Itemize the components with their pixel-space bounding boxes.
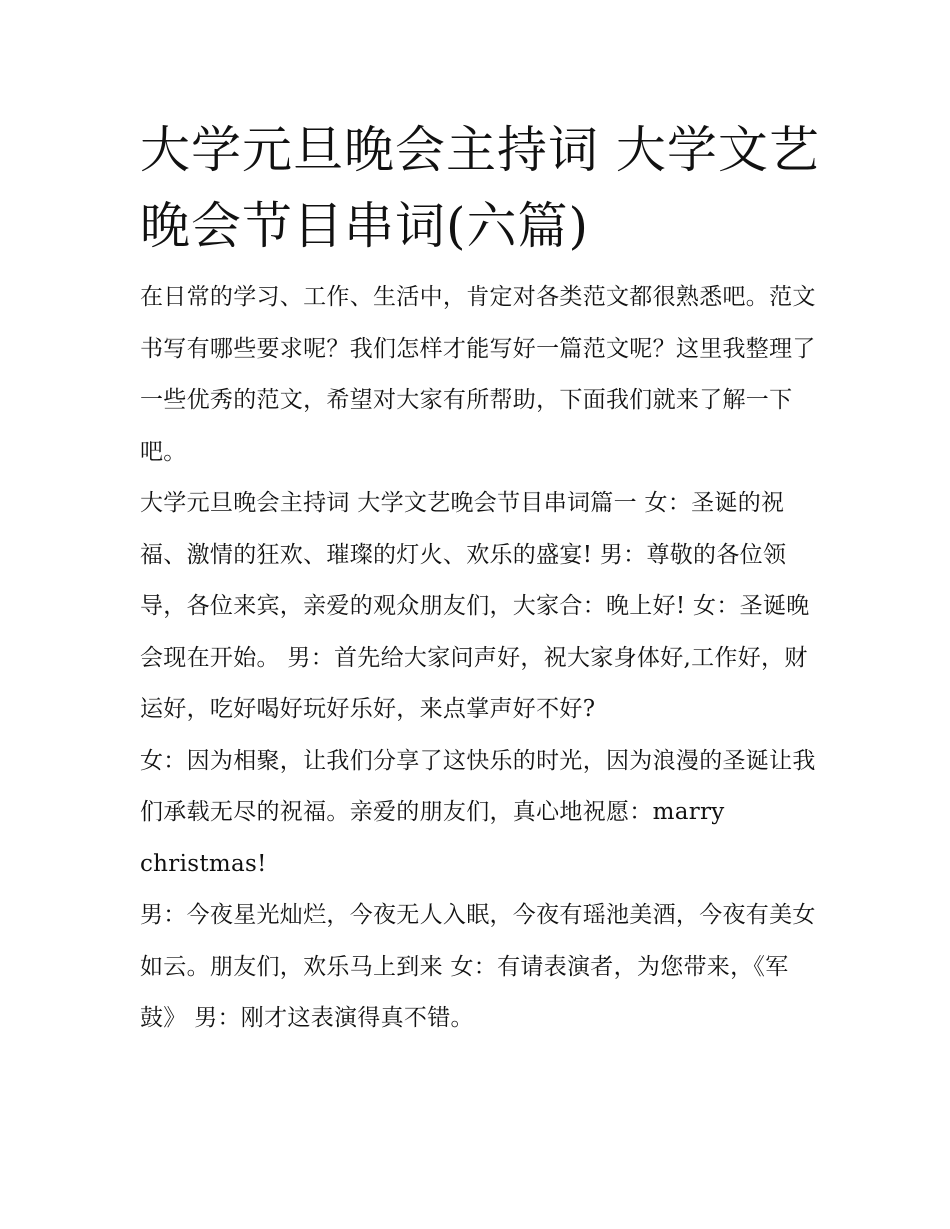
document-page xyxy=(140,112,820,1045)
paragraph-male-host: 男：今夜星光灿烂，今夜无人入眠，今夜有瑶池美酒，今夜有美女如云。朋友们，欢乐马上到来 女：有请表演者，为您带来，《军鼓》 男：刚才这表演得真不错。 xyxy=(140,902,816,1031)
paragraph-intro: 在日常的学习、工作、生活中，肯定对各类范文都很熟悉吧。范文书写有哪些要求呢？我们怎样才能写好一篇范文呢？这里我整理了一些优秀的范文，希望对大家有所帮助，下面我们就来了解一下吧。 xyxy=(140,284,816,465)
paragraph-opening: 大学元旦晚会主持词 大学文艺晚会节目串词篇一 女：圣诞的祝福、激情的狂欢、璀璨的灯火、欢乐的盛宴! 男：尊敬的各位领导，各位来宾，亲爱的观众朋友们，大家合：晚上好! 女：圣诞晚会现在开始。 男：首先给大家问声好，祝大家身体好,工作好，财运好，吃好喝好玩好乐好，来点掌声好不好? xyxy=(140,490,810,722)
document-title: 大学元旦晚会主持词 大学文艺晚会节目串词(六篇) xyxy=(140,121,820,255)
paragraph-female-host: 女：因为相聚，让我们分享了这快乐的时光，因为浪漫的圣诞让我们承载无尽的祝福。亲爱的朋友们，真心地祝愿：marry christmas! xyxy=(140,747,816,877)
